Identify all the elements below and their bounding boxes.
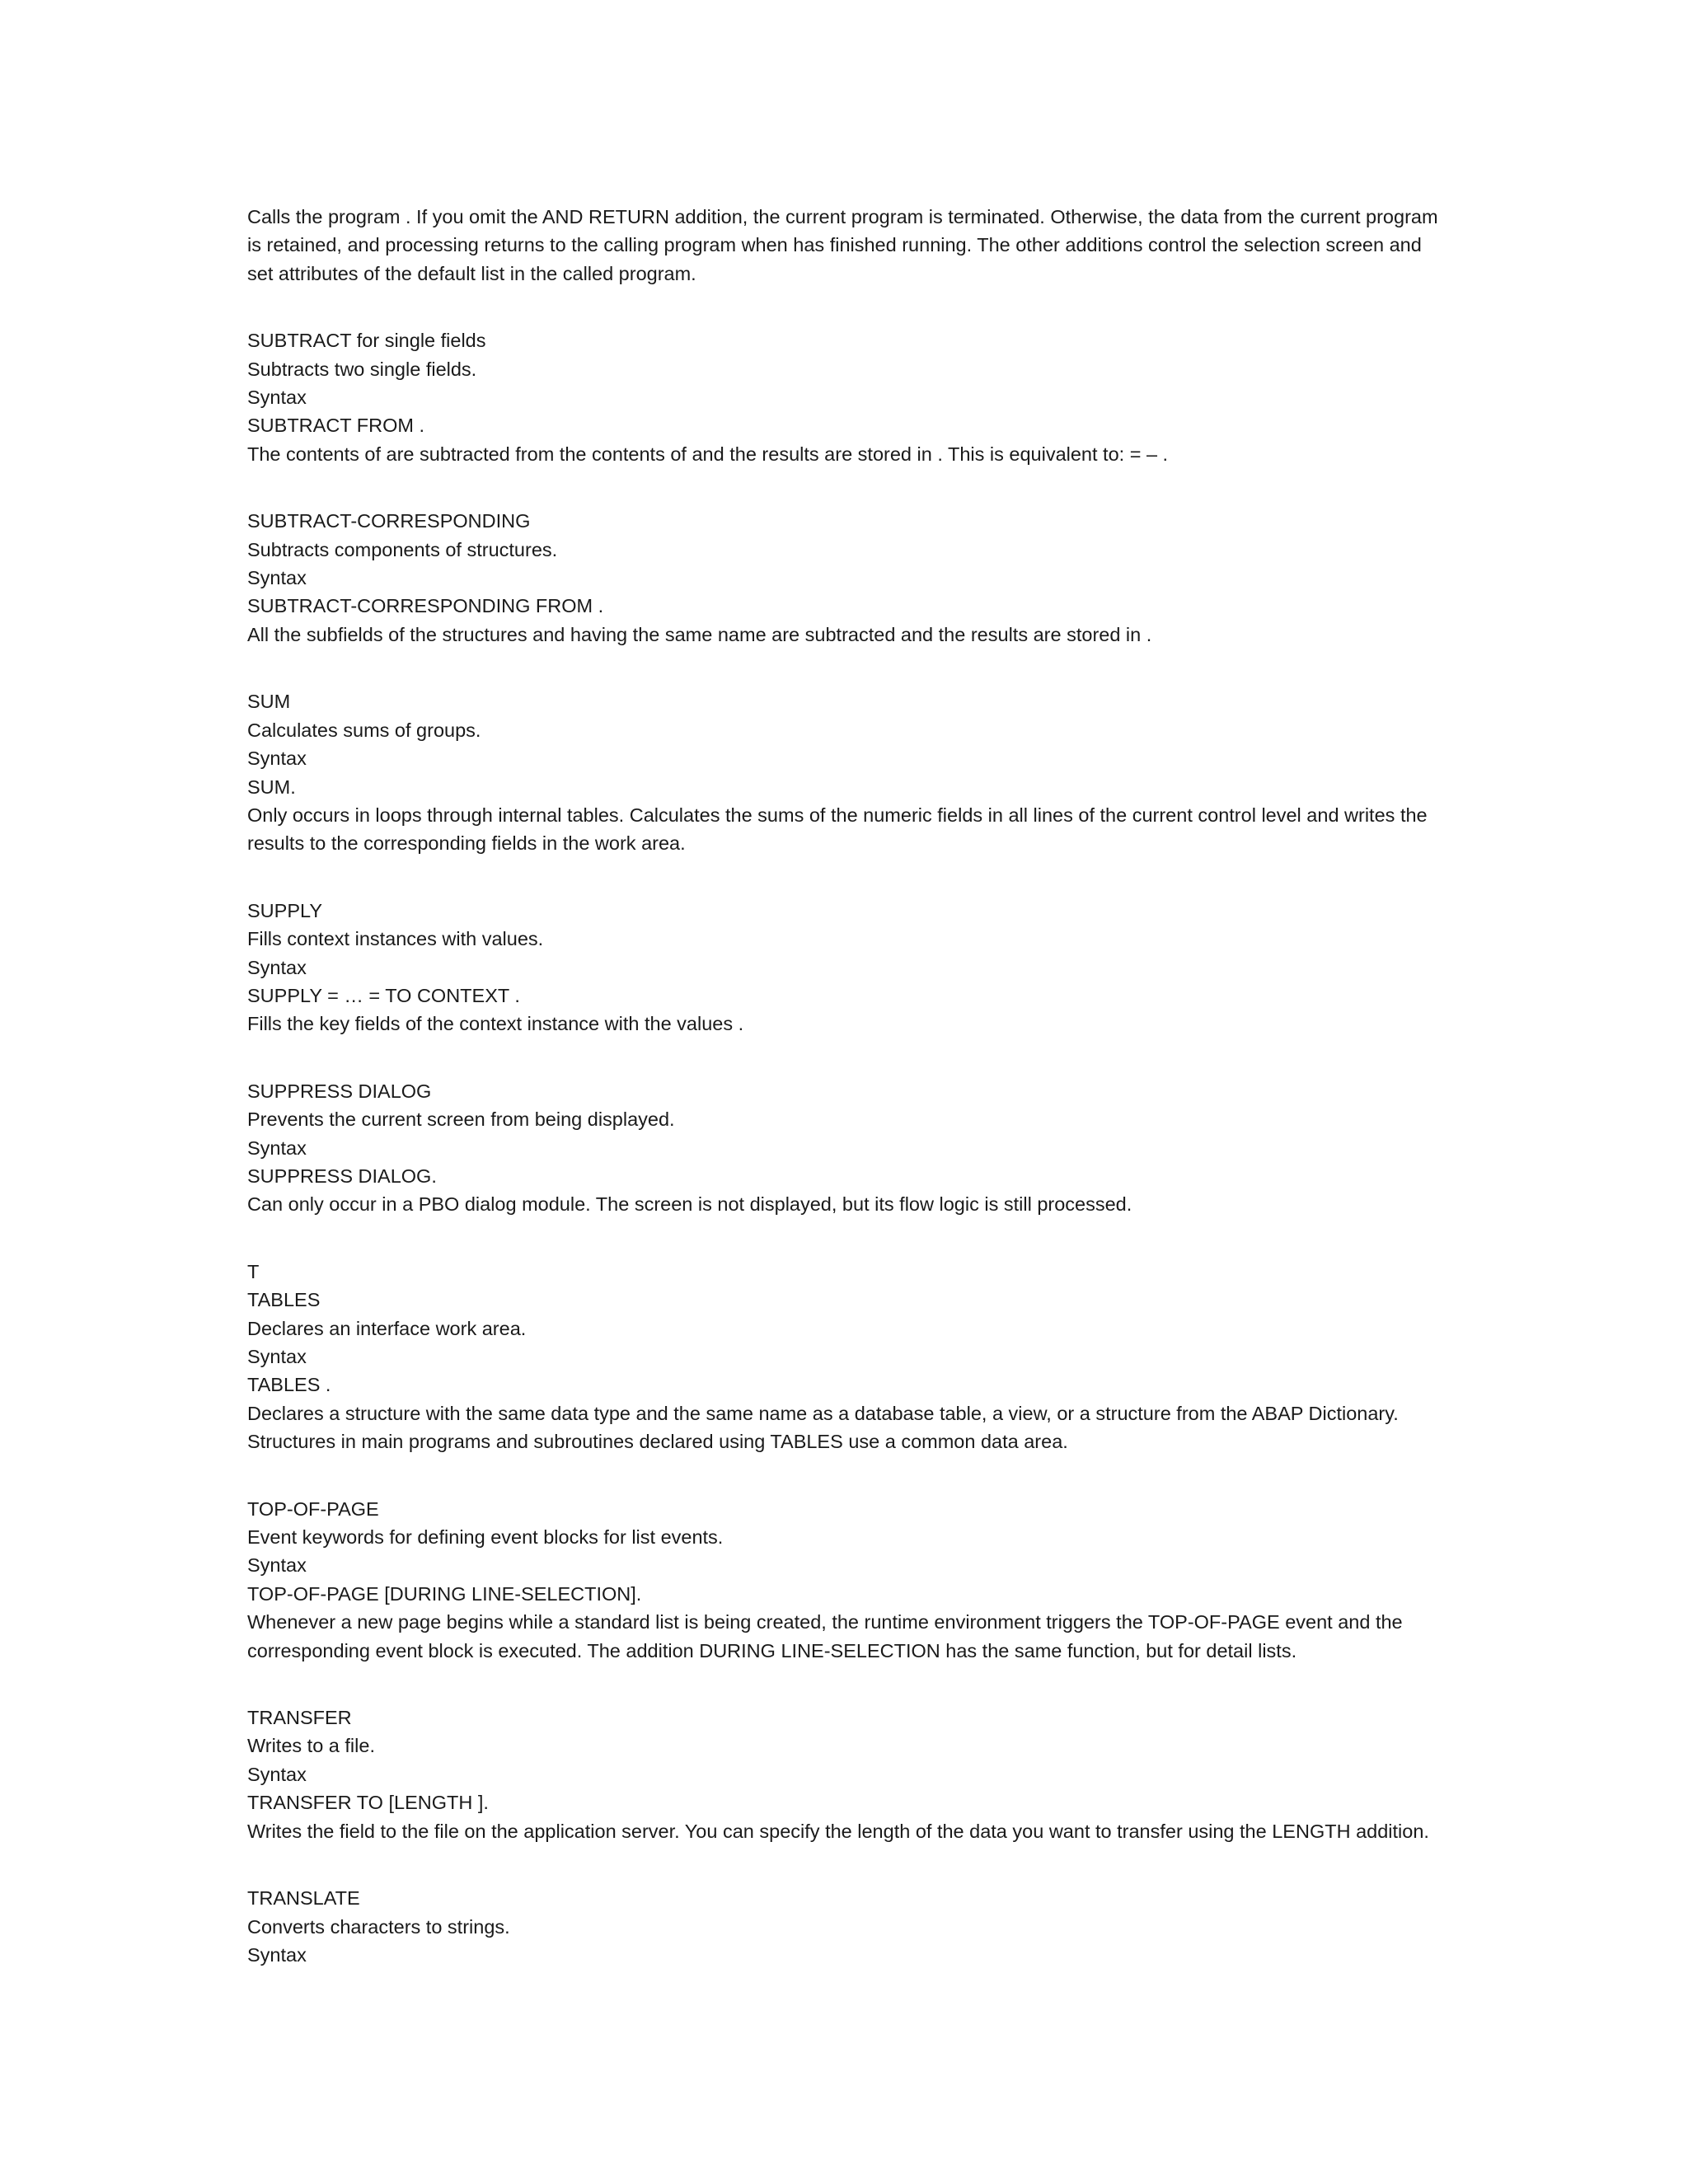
entry-summary: Subtracts components of structures. (247, 538, 558, 560)
entry-heading: TRANSFER (247, 1707, 352, 1729)
entry-syntax: SUM. (247, 776, 296, 798)
intro-paragraph: Calls the program . If you omit the AND RETURN addition, the current program is terminated. Otherwise, the data from the current program is retained, and processing returns to the calling program when has finished running. The other additions control the selection screen and set attributes of the default list in the called program. (247, 206, 1438, 284)
entry-heading: TRANSLATE (247, 1887, 360, 1910)
entry-syntax-label: Syntax (247, 1763, 307, 1785)
entry-syntax: TABLES . (247, 1374, 331, 1396)
entry-syntax: SUPPLY = … = TO CONTEXT . (247, 984, 520, 1006)
entry-syntax: TRANSFER TO [LENGTH ]. (247, 1792, 489, 1814)
entry-syntax: SUBTRACT FROM . (247, 415, 424, 437)
entry-syntax: SUBTRACT-CORRESPONDING FROM . (247, 595, 604, 617)
intro-paragraph-block (247, 203, 1442, 288)
entry-summary: Fills context instances with values. (247, 928, 544, 950)
entry-syntax-label: Syntax (247, 1346, 307, 1367)
entry-summary: Declares an interface work area. (247, 1317, 527, 1339)
entry-subtract (247, 326, 1442, 468)
entry-heading: SUM (247, 691, 291, 713)
entry-heading: SUBTRACT for single fields (247, 330, 486, 352)
entry-suppress-dialog (247, 1077, 1442, 1219)
entry-description: Can only occur in a PBO dialog module. The screen is not displayed, but its flow logic is still processed. (247, 1193, 1132, 1216)
entry-summary: Calculates sums of groups. (247, 719, 481, 741)
entry-tables (247, 1258, 1442, 1456)
entry-description: All the subfields of the structures and having the same name are subtracted and the results are stored in . (247, 623, 1152, 645)
entry-syntax-label: Syntax (247, 387, 307, 409)
document-body (247, 203, 1442, 1969)
entry-syntax-label: Syntax (247, 1554, 307, 1577)
entry-top-of-page (247, 1495, 1442, 1665)
entry-translate (247, 1884, 1442, 1969)
entry-description: Whenever a new page begins while a standard list is being created, the runtime environment triggers the TOP-OF-PAGE event and the corresponding event block is executed. The addition DURING LINE-SELECTION has the same function, but for detail lists. (247, 1611, 1403, 1661)
entry-syntax-label: Syntax (247, 748, 307, 770)
entry-summary: Subtracts two single fields. (247, 358, 477, 380)
entry-summary: Event keywords for defining event blocks for list events. (247, 1526, 724, 1549)
entry-transfer (247, 1704, 1442, 1845)
entry-description: Fills the key fields of the context instance with the values . (247, 1013, 744, 1035)
entry-heading: TABLES (247, 1289, 321, 1311)
entry-syntax-label: Syntax (247, 1943, 307, 1966)
entry-supply (247, 897, 1442, 1038)
entry-syntax: TOP-OF-PAGE [DURING LINE-SELECTION]. (247, 1582, 642, 1605)
section-letter: T (247, 1260, 260, 1282)
entry-syntax: SUPPRESS DIALOG. (247, 1165, 437, 1187)
entry-heading: SUPPRESS DIALOG (247, 1080, 432, 1102)
entry-sum (247, 687, 1442, 857)
entry-heading: SUBTRACT-CORRESPONDING (247, 510, 531, 532)
entry-description: The contents of are subtracted from the contents of and the results are stored in . This is equivalent to: = – . (247, 443, 1169, 465)
entry-subtract-corresponding (247, 507, 1442, 649)
entry-syntax-label: Syntax (247, 567, 307, 589)
entry-description: Declares a structure with the same data type and the same name as a database table, a view, or a structure from the ABAP Dictionary. Structures in main programs and subroutines declared using TABLES use a common data area. (247, 1402, 1399, 1453)
entry-heading: TOP-OF-PAGE (247, 1497, 379, 1520)
entry-heading: SUPPLY (247, 899, 322, 921)
entry-summary: Prevents the current screen from being displayed. (247, 1108, 675, 1131)
entry-description: Only occurs in loops through internal tables. Calculates the sums of the numeric fields in all lines of the current control level and writes the results to the corresponding fields in the work area. (247, 804, 1428, 855)
entry-summary: Writes to a file. (247, 1735, 375, 1757)
entry-summary: Converts characters to strings. (247, 1915, 510, 1938)
entry-description: Writes the field to the file on the application server. You can specify the length of the data you want to transfer using the LENGTH addition. (247, 1820, 1429, 1842)
entry-syntax-label: Syntax (247, 1137, 307, 1159)
entry-syntax-label: Syntax (247, 956, 307, 978)
